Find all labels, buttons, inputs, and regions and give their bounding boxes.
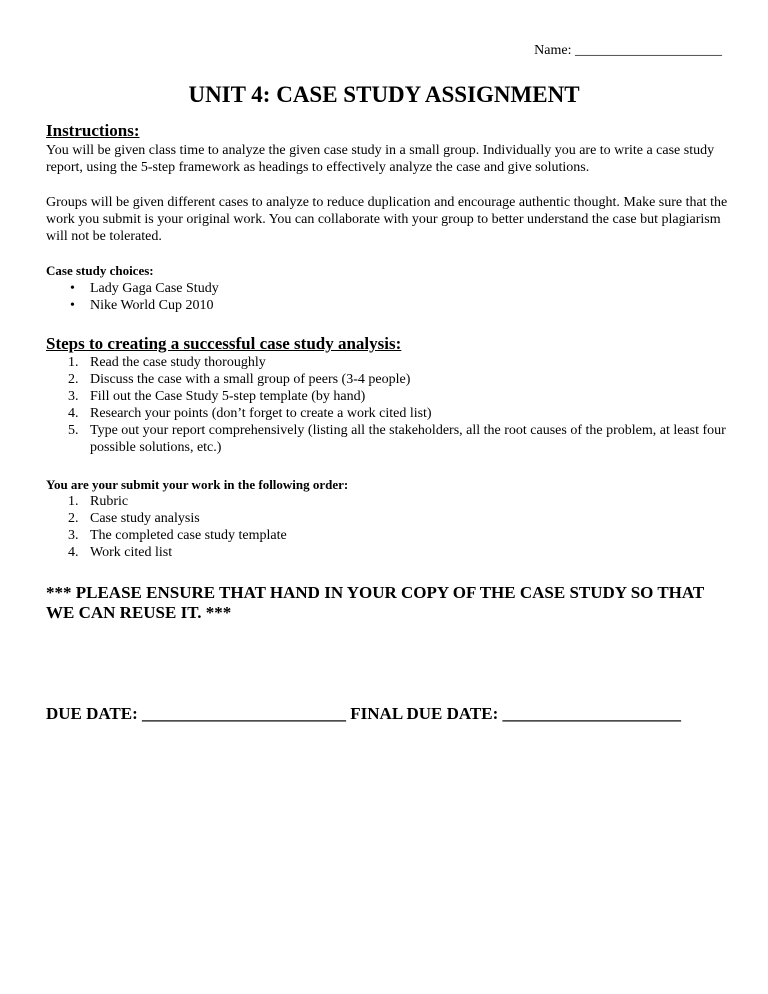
list-number: 5.: [68, 423, 79, 438]
list-text: Read the case study thoroughly: [90, 355, 266, 370]
list-item: [68, 405, 734, 422]
instructions-paragraph-2: Groups will be given different cases to analyze to reduce duplication and encourage authentic thought. Make sure that the work you submit is your original work. You can collaborate with your group to better understand the case but plagiarism will not be tolerated.: [46, 195, 728, 244]
list-item: • Nike World Cup 2010: [90, 297, 219, 314]
list-text: Case study analysis: [90, 511, 200, 526]
instructions-paragraph-1: You will be given class time to analyze the given case study in a small group. Individually you are to write a case study report, using the 5-step framework as headings to effectively analyze the case and give solutions.: [46, 143, 715, 175]
submit-order-list: [68, 493, 468, 561]
list-item: [68, 493, 468, 510]
hand-in-notice: *** PLEASE ENSURE THAT HAND IN YOUR COPY OF THE CASE STUDY SO THAT WE CAN REUSE IT. ***: [46, 583, 704, 622]
list-text: Work cited list: [90, 545, 173, 560]
list-text: The completed case study template: [90, 528, 287, 543]
list-text: Fill out the Case Study 5-step template (by hand): [90, 389, 366, 404]
list-number: 2.: [68, 372, 79, 387]
steps-heading: Steps to creating a successful case study analysis:: [46, 334, 402, 353]
list-text: Rubric: [90, 494, 129, 509]
list-number: 1.: [68, 355, 79, 370]
list-number: 2.: [68, 511, 79, 526]
list-item: [68, 371, 734, 388]
case-choices-list: [68, 280, 219, 314]
list-number: 4.: [68, 406, 79, 421]
list-item: [68, 354, 734, 371]
list-number: 3.: [68, 389, 79, 404]
page-title: UNIT 4: CASE STUDY ASSIGNMENT: [188, 82, 580, 107]
name-field-line: Name: _____________________: [534, 43, 722, 58]
submit-order-heading: You are your submit your work in the following order:: [46, 477, 349, 492]
list-number: 4.: [68, 545, 79, 560]
list-number: 1.: [68, 494, 79, 509]
list-number: 3.: [68, 528, 79, 543]
list-item: [68, 422, 734, 456]
list-text: Research your points (don’t forget to create a work cited list): [90, 406, 432, 421]
instructions-heading: Instructions:: [46, 121, 140, 140]
list-item: [68, 544, 468, 561]
list-text: Discuss the case with a small group of peers (3-4 people): [90, 372, 411, 387]
list-item: [68, 388, 734, 405]
case-choices-heading: Case study choices:: [46, 263, 154, 278]
list-item: • Lady Gaga Case Study: [90, 280, 219, 297]
list-item: [68, 510, 468, 527]
list-item: [68, 527, 468, 544]
list-text: Type out your report comprehensively (listing all the stakeholders, all the root causes of the problem, at least four possible solutions, etc.): [90, 423, 726, 455]
due-date-line: DUE DATE: ________________________ FINAL DUE DATE: _____________________: [46, 704, 682, 723]
steps-list: [68, 354, 734, 456]
